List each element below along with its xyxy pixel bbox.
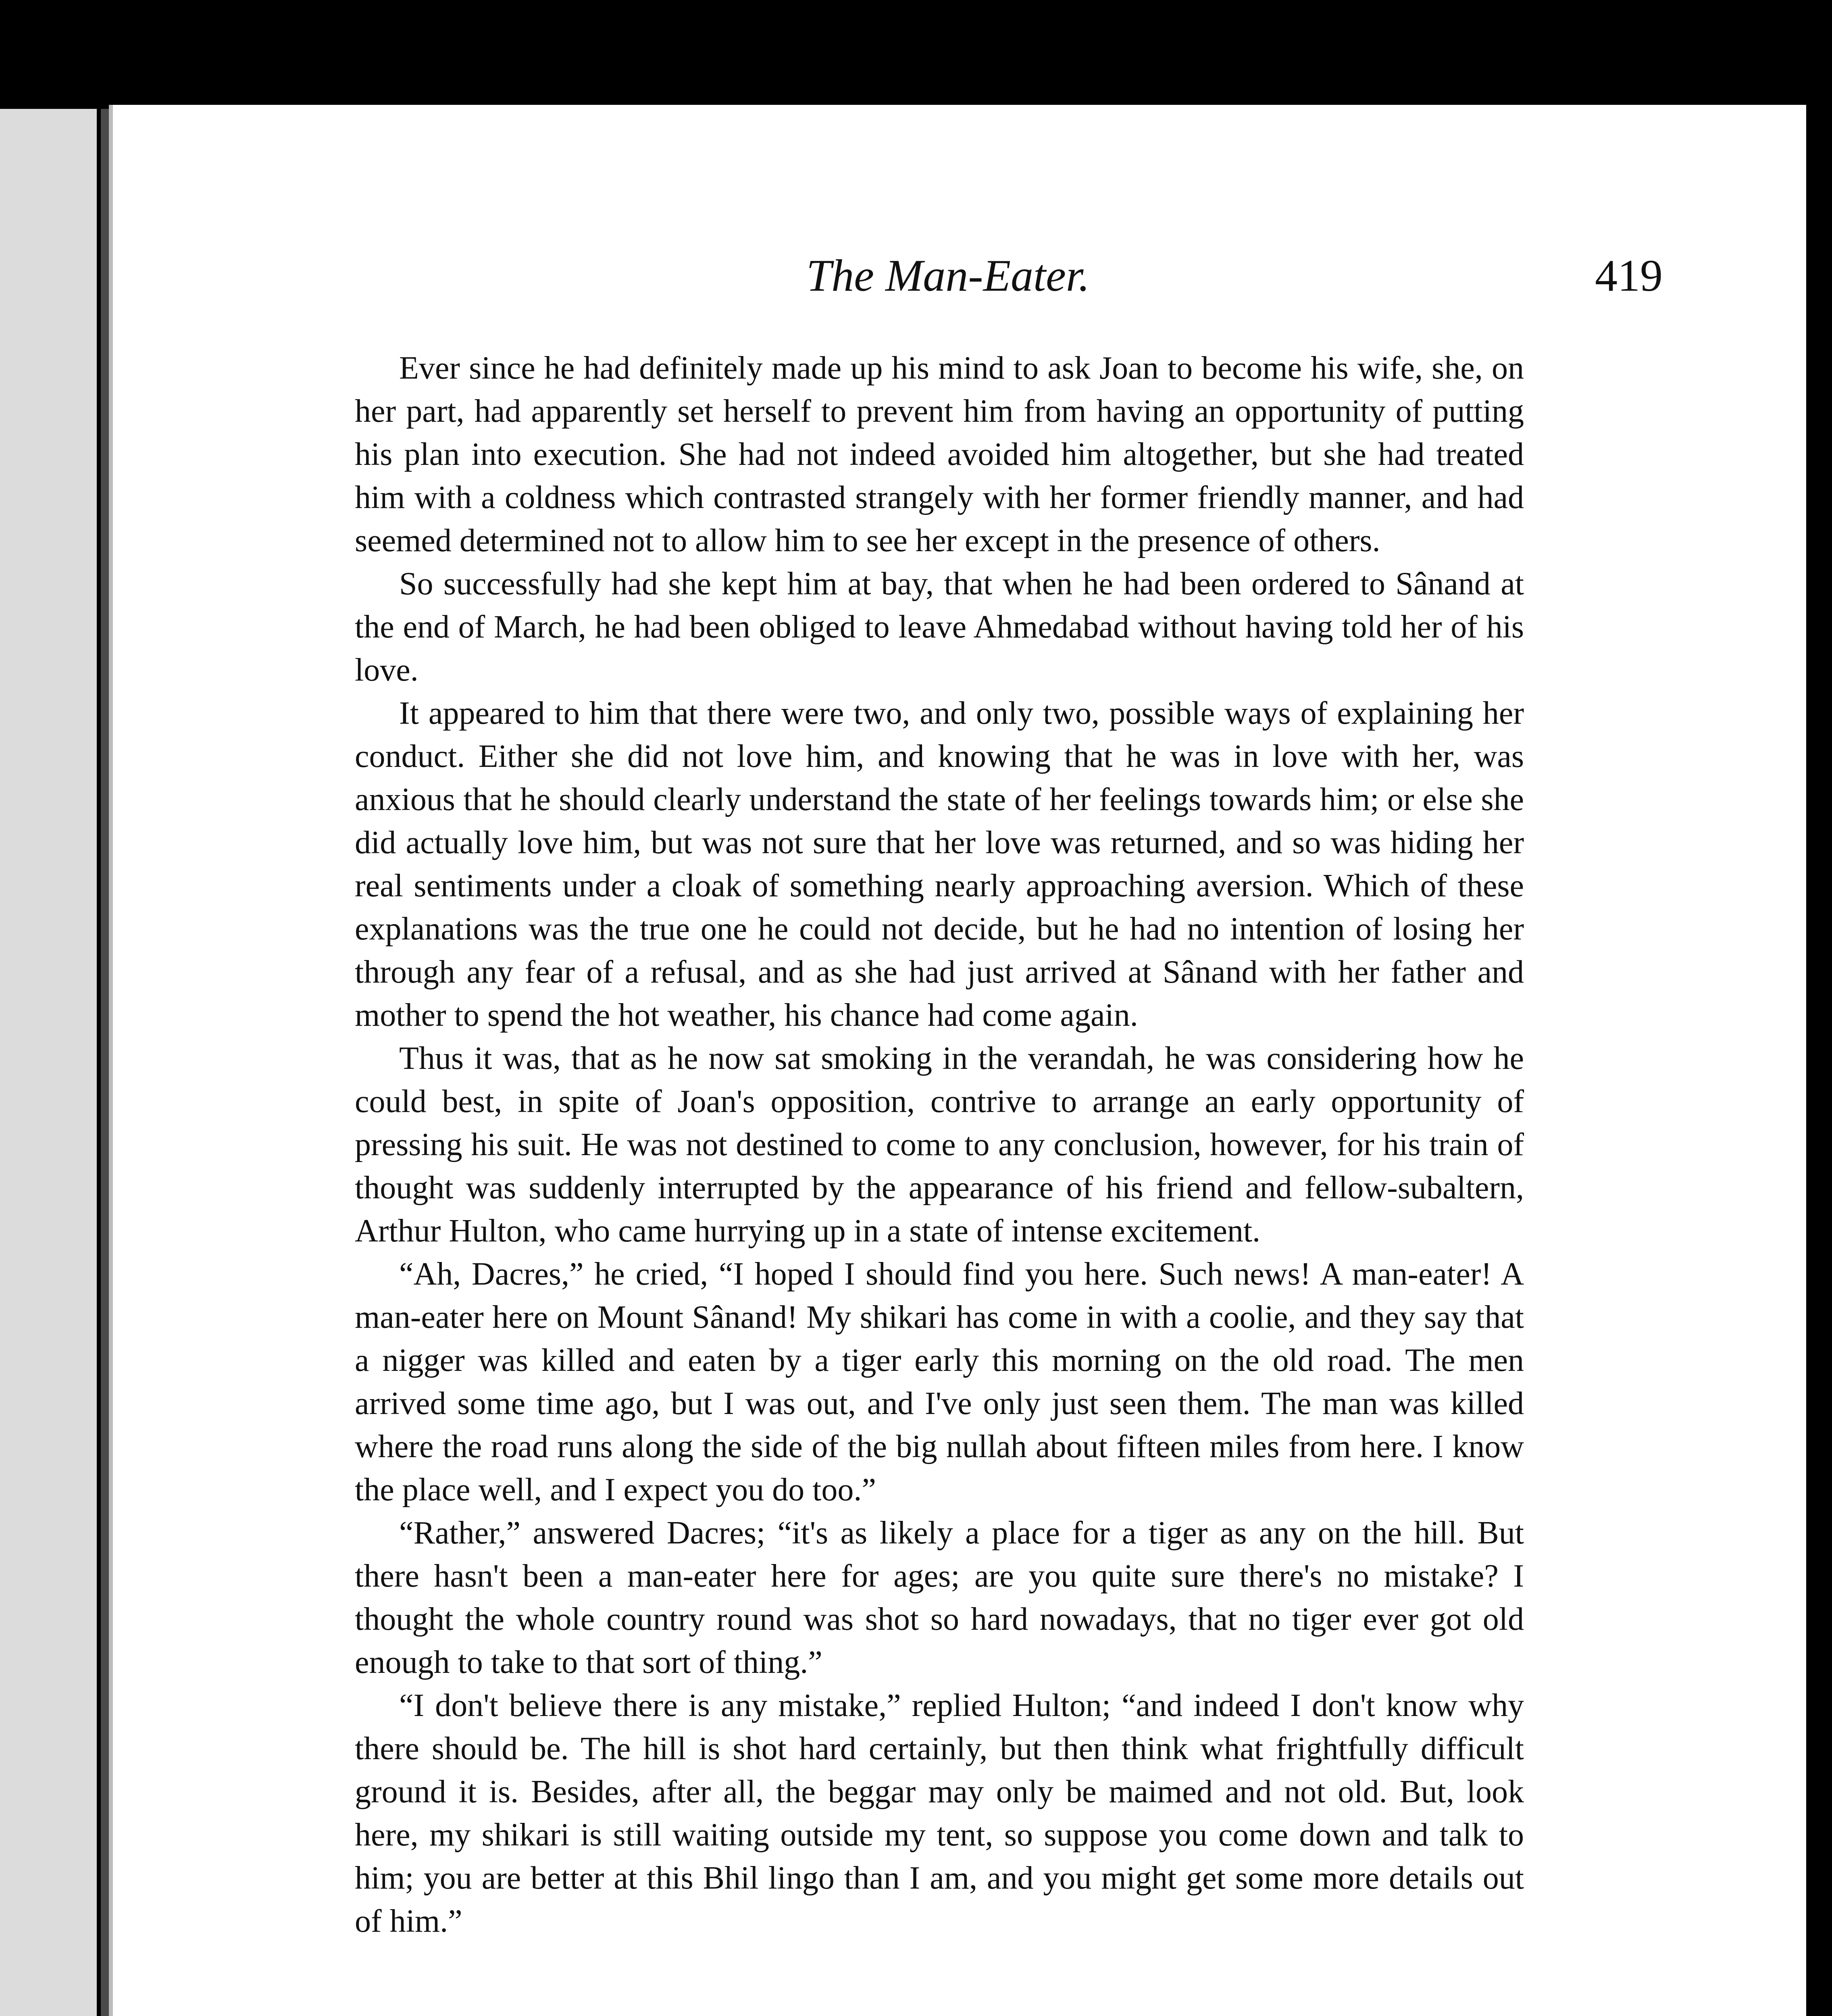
paragraph: “Ah, Dacres,” he cried, “I hoped I should find you here. Such news! A man-eater! A man-eater here on Mount Sânand! My shikari has come in with a coolie, and they say that a nigger was killed and eaten by a tiger early this morning on the old road. The men arrived some time ago, but I was out, and I've only just seen them. The man was killed where the road runs along the side of the big nullah about fifteen miles from here. I know the place well, and I expect you do too.” xyxy=(355,1256,1524,1508)
page-number: 419 xyxy=(1595,251,1663,301)
page-header xyxy=(242,250,1663,314)
running-title: The Man-Eater. xyxy=(806,251,1090,301)
facing-page-edge xyxy=(0,109,97,2016)
paragraph: So successfully had she kept him at bay, that when he had been ordered to Sânand at the end of March, he had been obliged to leave Ahmedabad without having told her of his love. xyxy=(355,566,1524,688)
paragraph: “Rather,” answered Dacres; “it's as likely a place for a tiger as any on the hill. But there hasn't been a man-eater here for ages; are you quite sure there's no mistake? I thought the whole country round was shot so hard nowadays, that no tiger ever got old enough to take to that sort of thing.” xyxy=(355,1515,1524,1680)
paragraph: Ever since he had definitely made up his mind to ask Joan to become his wife, she, on her part, had apparently set herself to prevent him from having an opportunity of putting his plan into execution. She had not indeed avoided him altogether, but she had treated him with a coldness which contrasted strangely with her former friendly manner, and had seemed determined not to allow him to see her except in the presence of others. xyxy=(355,350,1524,558)
paragraph: Thus it was, that as he now sat smoking in the verandah, he was considering how he could best, in spite of Joan's opposition, contrive to arrange an early opportunity of pressing his suit. He was not destined to come to any conclusion, however, for his train of thought was suddenly interrupted by the appearance of his friend and fellow-subaltern, Arthur Hulton, who came hurrying up in a state of intense excitement. xyxy=(355,1041,1524,1249)
paragraph: It appeared to him that there were two, and only two, possible ways of explaining her conduct. Either she did not love him, and knowing that he was in love with her, was anxious that he should clearly understand the state of her feelings towards him; or else she did actually love him, but was not sure that her love was returned, and so was hiding her real sentiments under a cloak of something nearly approaching aversion. Which of these explanations was the true one he could not decide, but he had no intention of losing her through any fear of a refusal, and as she had just arrived at Sânand with her father and mother to spend the hot weather, his chance had come again. xyxy=(355,696,1524,1033)
paragraph: “I don't believe there is any mistake,” replied Hulton; “and indeed I don't know why there should be. The hill is shot hard certainly, but then think what frightfully difficult ground it is. Besides, after all, the beggar may only be maimed and not old. But, look here, my shikari is still waiting outside my tent, so suppose you come down and talk to him; you are better at this Bhil lingo than I am, and you might get some more details out of him.” xyxy=(355,1688,1524,1939)
body-text xyxy=(355,347,1524,1943)
